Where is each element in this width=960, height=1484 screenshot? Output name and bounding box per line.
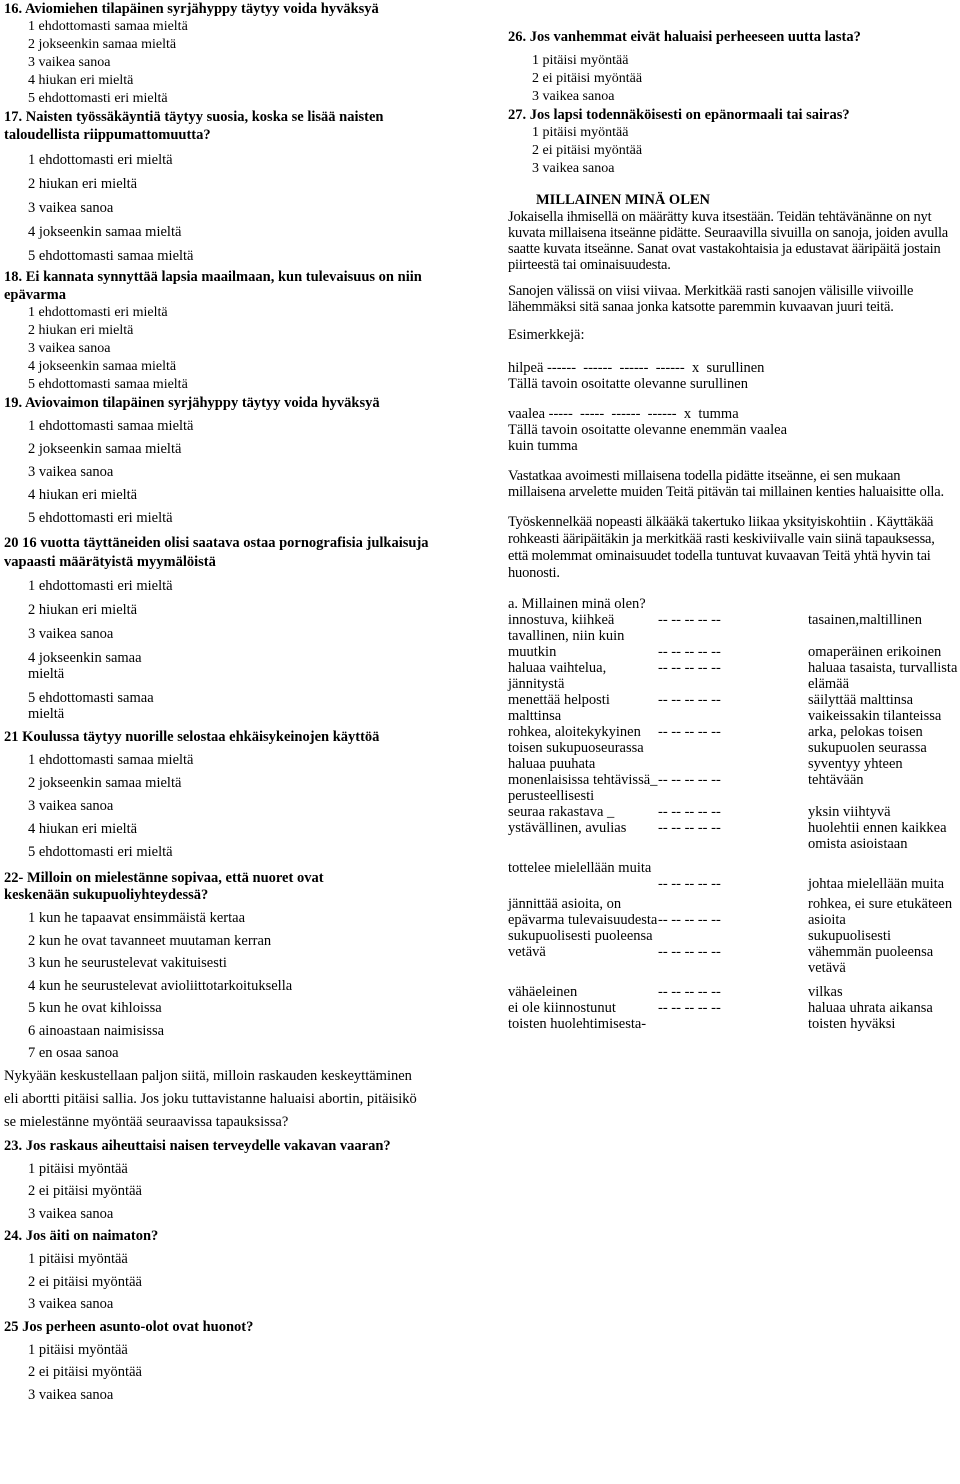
option-list: [4, 415, 474, 530]
right-pole: haluaa tasaista, turvallista elämää: [808, 660, 958, 692]
right-pole: yksin viihtyvä: [808, 804, 891, 820]
table-row: [508, 1000, 958, 1032]
question-label: 19. Aviovaimon tilapäinen syrjähyppy täytyy voida hyväksyä: [4, 395, 380, 411]
left-pole: menettää helposti malttinsa: [508, 692, 610, 724]
question-label: 22- Milloin on mielestänne sopivaa, että nuoret ovat keskenään sukupuoliyhteydessä?: [4, 870, 324, 903]
left-column: [4, 0, 474, 1406]
option-list: [4, 1339, 474, 1407]
option-3[interactable]: 3 vaikea sanoa: [28, 798, 114, 814]
option-3[interactable]: 3 vaikea sanoa: [28, 1296, 114, 1312]
question-25: [4, 1318, 474, 1407]
right-pole: omaperäinen erikoinen: [808, 644, 942, 660]
rating-scale[interactable]: -- -- -- -- --: [658, 772, 721, 788]
left-pole: ystävällinen, avulias: [508, 820, 627, 836]
option-3[interactable]: 3 vaikea sanoa: [28, 200, 114, 216]
table-row: [508, 976, 958, 1000]
option-3[interactable]: 3 vaikea sanoa: [28, 55, 111, 70]
option-list: [4, 749, 474, 864]
question-24: [4, 1227, 474, 1316]
option-1[interactable]: 1 pitäisi myöntää: [28, 1341, 128, 1358]
rating-scale[interactable]: -- -- -- -- --: [658, 804, 721, 820]
option-5[interactable]: 5 ehdottomasti eri mieltä: [28, 844, 173, 860]
option-7[interactable]: 7 en osaa sanoa: [28, 1045, 119, 1061]
question-20: [4, 534, 474, 724]
option-3[interactable]: 3 vaikea sanoa: [28, 1205, 114, 1222]
option-1[interactable]: 1 ehdottomasti samaa mieltä: [28, 752, 194, 768]
table-row: [508, 628, 958, 660]
option-list: [4, 148, 474, 268]
question-19: [4, 394, 474, 530]
option-5[interactable]: 5 ehdottomasti samaa mieltä: [28, 377, 188, 392]
left-pole: haluaa vaihtelua, jännitystä: [508, 660, 607, 692]
option-4[interactable]: 4 hiukan eri mieltä: [28, 487, 138, 503]
rating-scale[interactable]: -- -- -- -- --: [658, 692, 721, 708]
question-26: [508, 28, 958, 106]
question-label: 24. Jos äiti on naimaton?: [4, 1228, 159, 1244]
example-1-scale: hilpeä ------ ------ ------ ------ x surullinen: [508, 360, 765, 376]
question-21: [4, 728, 474, 864]
question-label: 27. Jos lapsi todennäköisesti on epänormaali tai sairas?: [508, 107, 850, 123]
option-list: [4, 1248, 474, 1316]
option-list: [4, 18, 474, 108]
option-2[interactable]: 2 ei pitäisi myöntää: [28, 1183, 142, 1199]
instructions-paragraph-3: Vastatkaa avoimesti millaisena todella pidätte itseänne, ei sen mukaan millaisena arvelette muiden Teitä pitävän tai millainen kenties haluaisitte olla.: [508, 468, 944, 500]
option-1[interactable]: 1 pitäisi myöntää: [532, 53, 629, 68]
rating-scale[interactable]: -- -- -- -- --: [658, 912, 721, 928]
table-row: [508, 612, 958, 628]
left-pole: jännittää asioita, on epävarma tulevaisuudesta: [508, 896, 658, 928]
option-4[interactable]: 4 hiukan eri mieltä: [28, 821, 138, 837]
left-pole: haluaa puuhata monenlaisissa tehtävissä_ perusteellisesti: [508, 756, 658, 804]
option-1[interactable]: 1 ehdottomasti eri mieltä: [28, 578, 173, 594]
table-row: [508, 820, 958, 852]
question-label: 18. Ei kannata synnyttää lapsia maailmaan, kun tulevaisuus on niin epävarma: [4, 269, 422, 303]
option-1[interactable]: 1 pitäisi myöntää: [532, 125, 629, 140]
option-3[interactable]: 3 vaikea sanoa: [28, 464, 114, 480]
right-pole: tasainen,maltillinen: [808, 612, 922, 628]
option-4[interactable]: 4 jokseenkin samaa mieltä: [28, 224, 182, 240]
option-2[interactable]: 2 kun he ovat tavanneet muutaman kerran: [28, 932, 272, 949]
option-1[interactable]: 1 ehdottomasti samaa mieltä: [28, 418, 194, 434]
option-3[interactable]: 3 vaikea sanoa: [28, 626, 114, 642]
rating-scale[interactable]: -- -- -- -- --: [658, 1000, 721, 1016]
right-pole: vilkas: [808, 984, 843, 1000]
option-1[interactable]: 1 ehdottomasti eri mieltä: [28, 152, 173, 168]
question-23: [4, 1138, 474, 1226]
question-label: 23. Jos raskaus aiheuttaisi naisen terveydelle vakavan vaaran?: [4, 1137, 391, 1154]
option-4[interactable]: 4 kun he seurustelevat avioliittotarkoituksella: [28, 977, 293, 994]
option-2[interactable]: 2 ei pitäisi myöntää: [532, 143, 643, 158]
option-5[interactable]: 5 ehdottomasti samaa mieltä: [28, 248, 194, 264]
question-17: [4, 108, 474, 268]
left-pole: sukupuolisesti puoleensa vetävä: [508, 928, 653, 960]
left-pole: vähäeleinen: [508, 984, 578, 1000]
option-2[interactable]: 2 hiukan eri mieltä: [28, 602, 138, 618]
option-list: [4, 907, 474, 1065]
option-1[interactable]: 1 kun he tapaavat ensimmäistä kertaa: [28, 910, 246, 926]
rating-scale[interactable]: -- -- -- -- --: [658, 876, 721, 892]
right-pole: syventyy yhteen tehtävään: [808, 756, 903, 788]
example-2-scale: vaalea ----- ----- ------ ------ x tumma: [508, 406, 739, 422]
left-pole: tottelee mielellään muita: [508, 860, 652, 876]
table-row: [508, 892, 958, 928]
option-3[interactable]: 3 kun he seurustelevat vakituisesti: [28, 955, 227, 971]
table-row: [508, 852, 958, 892]
option-list: [508, 124, 958, 178]
question-27: [508, 106, 958, 178]
table-row: [508, 692, 958, 724]
table-row: [508, 724, 958, 756]
instructions-paragraph-2: Sanojen välissä on viisi viivaa. Merkitkää rasti sanojen välisille viivoille lähemmäksi sitä sanaa jonka katsotte paremmin kuvaavan juuri teitä.: [508, 283, 914, 315]
option-2[interactable]: 2 jokseenkin samaa mieltä: [28, 37, 177, 52]
right-pole: haluaa uhrata aikansa toisten hyväksi: [808, 1000, 933, 1032]
scale-table-title: a. Millainen minä olen?: [508, 596, 646, 612]
option-4[interactable]: 4 jokseenkin samaa mieltä: [28, 650, 142, 682]
left-pole: rohkea, aloitekykyinen toisen sukupuoseurassa: [508, 724, 644, 756]
option-3[interactable]: 3 vaikea sanoa: [28, 1386, 114, 1403]
option-3[interactable]: 3 vaikea sanoa: [532, 89, 615, 104]
right-pole: arka, pelokas toisen sukupuolen seurassa: [808, 724, 927, 756]
example-2-note: Tällä tavoin osoitatte olevanne enemmän vaalea kuin tumma: [508, 422, 788, 454]
question-label: 26. Jos vanhemmat eivät haluaisi perheeseen uutta lasta?: [508, 29, 861, 45]
option-list: [4, 304, 474, 394]
option-1[interactable]: 1 ehdottomasti samaa mieltä: [28, 19, 188, 34]
option-5[interactable]: 5 ehdottomasti eri mieltä: [28, 91, 168, 106]
question-22: [4, 870, 474, 1065]
left-pole: seuraa rakastava _: [508, 804, 615, 820]
table-row: [508, 756, 958, 804]
option-1[interactable]: 1 pitäisi myöntää: [28, 1160, 128, 1177]
rating-scale[interactable]: -- -- -- -- --: [658, 944, 721, 960]
rating-scale[interactable]: -- -- -- -- --: [658, 644, 721, 660]
option-3[interactable]: 3 vaikea sanoa: [532, 161, 615, 176]
rating-scale[interactable]: -- -- -- -- --: [658, 612, 721, 628]
option-2[interactable]: 2 jokseenkin samaa mieltä: [28, 775, 182, 791]
rating-scale[interactable]: -- -- -- -- --: [658, 820, 721, 836]
semantic-differential-table: [508, 612, 958, 1032]
rating-scale[interactable]: -- -- -- -- --: [658, 724, 721, 740]
option-3[interactable]: 3 vaikea sanoa: [28, 341, 111, 356]
rating-scale[interactable]: -- -- -- -- --: [658, 660, 721, 676]
left-pole: ei ole kiinnostunut toisten huolehtimisesta-: [508, 1000, 647, 1032]
question-label: 21 Koulussa täytyy nuorille selostaa ehkäisykeinojen käyttöä: [4, 729, 380, 745]
option-2[interactable]: 2 jokseenkin samaa mieltä: [28, 441, 182, 457]
instructions-paragraph-1: Jokaisella ihmisellä on määrätty kuva itsestään. Teidän tehtävänänne on nyt kuvata millaisena itseänne pidätte. Seuraavilla sivuilla on sanoja, joiden avulla saatte kuvata itseänne. Sanat ovat vastakohtaisia ja edustavat ääripäitä jostain piirteestä tai ominaisuudesta.: [508, 209, 949, 273]
option-list: [4, 576, 474, 724]
question-label: 16. Aviomiehen tilapäinen syrjähyppy täytyy voida hyväksyä: [4, 1, 379, 17]
right-pole: johtaa mielellään muita: [808, 876, 945, 892]
example-1-note: Tällä tavoin osoitatte olevanne surullinen: [508, 376, 748, 392]
option-5[interactable]: 5 kun he ovat kihloissa: [28, 1000, 162, 1016]
table-row: [508, 804, 958, 820]
option-2[interactable]: 2 hiukan eri mieltä: [28, 176, 138, 192]
right-pole: sukupuolisesti vähemmän puoleensa vetävä: [808, 928, 934, 976]
option-5[interactable]: 5 ehdottomasti eri mieltä: [28, 510, 173, 526]
question-16: [4, 0, 474, 108]
option-2[interactable]: 2 ei pitäisi myöntää: [532, 71, 643, 86]
examples-label: Esimerkkejä:: [508, 327, 585, 343]
option-2[interactable]: 2 ei pitäisi myöntää: [28, 1364, 142, 1380]
option-2[interactable]: 2 ei pitäisi myöntää: [28, 1273, 142, 1290]
option-4[interactable]: 4 jokseenkin samaa mieltä: [28, 359, 177, 374]
section-title: MILLAINEN MINÄ OLEN: [536, 192, 711, 208]
right-column: [508, 28, 958, 1032]
question-label: 25 Jos perheen asunto-olot ovat huonot?: [4, 1318, 254, 1335]
right-pole: huolehtii ennen kaikkea omista asioistaan: [808, 820, 947, 852]
left-pole: innostuva, kiihkeä: [508, 612, 615, 628]
rating-scale[interactable]: -- -- -- -- --: [658, 984, 721, 1000]
right-pole: rohkea, ei sure etukäteen asioita: [808, 896, 953, 928]
table-row: [508, 928, 958, 976]
option-6[interactable]: 6 ainoastaan naimisissa: [28, 1022, 165, 1039]
option-list: [4, 1158, 474, 1226]
option-1[interactable]: 1 ehdottomasti eri mieltä: [28, 305, 168, 320]
question-label: 17. Naisten työssäkäyntiä täytyy suosia, koska se lisää naisten taloudellista riippumattomuutta?: [4, 109, 384, 143]
question-18: [4, 268, 474, 394]
table-row: [508, 660, 958, 692]
option-list: [508, 52, 958, 106]
question-label: 20 16 vuotta täyttäneiden olisi saatava ostaa pornografisia julkaisuja vapaasti määrätyistä myymälöistä: [4, 535, 429, 570]
option-2[interactable]: 2 hiukan eri mieltä: [28, 323, 134, 338]
option-5[interactable]: 5 ehdottomasti samaa mieltä: [28, 690, 154, 722]
abortion-intro-paragraph: Nykyään keskustellaan paljon siitä, milloin raskauden keskeyttäminen eli abortti pitäisi sallia. Jos joku tuttavistanne haluaisi abortin, pitäisikö se mielestänne myöntää seuraavissa tapauksissa?: [4, 1067, 417, 1130]
option-1[interactable]: 1 pitäisi myöntää: [28, 1251, 128, 1267]
instructions-paragraph-4: Työskennelkää nopeasti älkääkä takertuko liikaa yksityiskohtiin . Käyttäkää rohkeasti ääripäitäkin ja merkitkää rasti keskiviivalle vain siinä tapauksessa, että molemmat ominaisuudet todella tuntuvat kuvaavan Teitä yhtä hyvin tai huonosti.: [508, 514, 935, 581]
option-4[interactable]: 4 hiukan eri mieltä: [28, 73, 134, 88]
right-pole: säilyttää malttinsa vaikeissakin tilanteissa: [808, 692, 942, 724]
left-pole: tavallinen, niin kuin muutkin: [508, 628, 625, 660]
